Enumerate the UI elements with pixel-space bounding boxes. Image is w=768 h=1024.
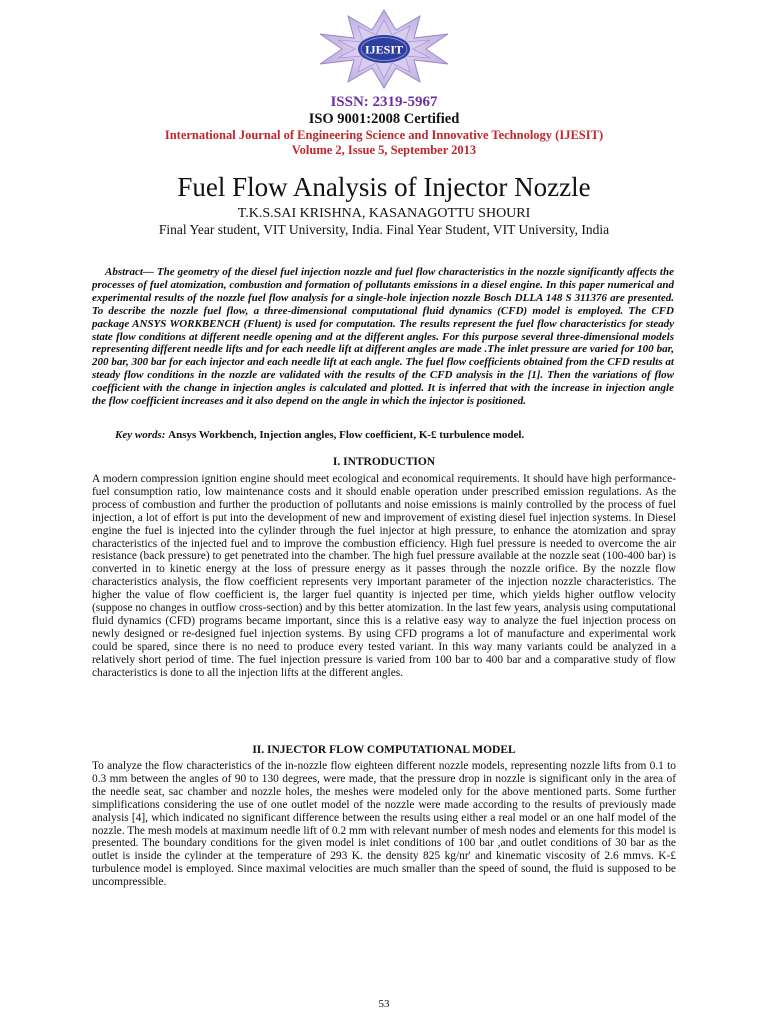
iso-certification: ISO 9001:2008 Certified — [308, 111, 460, 127]
journal-volume: Volume 2, Issue 5, September 2013 — [291, 143, 477, 157]
paper-authors: T.K.S.SAI KRISHNA, KASANAGOTTU SHOURI — [237, 206, 531, 221]
paper-title: Fuel Flow Analysis of Injector Nozzle — [177, 172, 591, 202]
paper-affiliation: Final Year student, VIT University, India. Final Year Student, VIT University, India — [158, 222, 610, 237]
ijesit-logo — [302, 8, 466, 90]
section-body-introduction: A modern compression ignition engine should meet ecological and economical requirements. It should have high performance-fuel consumption ratio, low maintenance costs and it should enable operation under prescribed emission regulations. As the process of combustion and further the production of pollutants and noise emissions is mainly controlled by the process of fuel injection, a lot of effort is put into the development of new and improvement of existing diesel fuel injection systems. In Diesel engine the fuel is injected into the cylinder through the fuel injector at high pressure, to enhance the atomization and spray characteristics of the injected fuel and to improve the combustion efficiency. High fuel pressure is needed to overcome the air resistance (back pressure) to get penetrated into the chamber. The high fuel pressure available at the nozzle seat (100-400 bar) is converted in to kinetic energy at the loss of pressure energy as it passes through the nozzle orifice. By the nozzle flow characteristics analysis, the flow coefficient represents very important parameter of the injection nozzle characteristics. The higher the value of flow coefficient is, the larger fuel quantity is injected per time, which yields higher outflow velocity (suppose no changes in outflow cross-section) and by this better atomization. In the last few years, analysis using computational fluid dynamics (CFD) programs became important, since this is a relative easy way to analyze the fuel injection process on newly designed or re-designed fuel injection systems. By using CFD programs a lot of manufacture and experimental work could be spared, since there is no need to produce every tested variant. In this way many variants could be analyzed in a relatively short period of time. The fuel injection pressure is varied from 100 bar to 400 bar and a comparative study of flow characteristics is done to all the injection lifts at the different angles. — [92, 473, 676, 679]
journal-name: International Journal of Engineering Science and Innovative Technology (IJESIT) — [164, 128, 604, 142]
page-number: 53 — [378, 998, 390, 1010]
keywords-label: Key words: — [115, 429, 166, 441]
section-heading-introduction: I. INTRODUCTION — [332, 456, 436, 468]
abstract: Abstract— The geometry of the diesel fuel injection nozzle and fuel flow characteristics in the nozzle significantly affects the processes of fuel atomization, combustion and formation of pollutants emissions in a diesel engine. In this paper numerical and experimental results of the nozzle fuel flow analysis for a single-hole injection nozzle Bosch DLLA 148 S 311376 are presented. To describe the nozzle fuel flow, a three-dimensional computational fluid dynamics (CFD) model is employed. The CFD package ANSYS WORKBENCH (Fluent) is used for computation. The results represent the fuel flow characteristics for steady state flow conditions at different needle opening and at the different angles. For this purpose several three-dimensional models representing different needle lifts and for each needle lift at different angles are made .The inlet pressure are varied for 100 bar, 200 bar, 300 bar for each injector and each needle lift at each angle. The fuel flow coefficients obtained from the CFD results at steady flow conditions in the nozzle are validated with the results of the CFD analysis in the [1]. Then the variations of flow coefficient with the change in injection angles is calculated and plotted. It is inferred that with the increase in injection angle the flow coefficient increases and it also depend on the angle in which the injector is positioned. — [92, 266, 674, 408]
issn-line: ISSN: 2319-5967 — [330, 94, 438, 110]
section-body-injector-flow-model: To analyze the flow characteristics of the in-nozzle flow eighteen different nozzle models, representing nozzle lifts from 0.1 to 0.3 mm between the angles of 90 to 130 degrees, were made, that the pressure drop in nozzle is significant only in the area of the needle seat, sac chamber and nozzle holes, the meshes were modeled only for the above mentioned parts. Some further simplifications considering the use of one outlet model of the nozzle were made according to the results of previously made analysis [4], which indicated no significant difference between the results using either a real model or an one half model of the nozzle. The mesh models at maximum needle lift of 0.2 mm with relevant number of mesh nodes and elements for this model is presented. The boundary conditions for the given model is inlet conditions of 100 bar ,and outlet conditions of 30 bar as the outlet is inside the cylinder at the temperature of 293 K. the density 825 kg/nr' and kinematic viscosity of 2.6 mmvs. K-£ turbulence model is employed. Since maximal velocities are much smaller than the speed of sound, the fluid is supposed to be uncompressible. — [92, 760, 676, 889]
keywords — [92, 429, 674, 442]
section-heading-injector-flow-model: II. INJECTOR FLOW COMPUTATIONAL MODEL — [252, 744, 516, 756]
logo-text: IJESIT — [364, 42, 404, 57]
keywords-text: Ansys Workbench, Injection angles, Flow coefficient, K-£ turbulence model. — [168, 429, 525, 441]
